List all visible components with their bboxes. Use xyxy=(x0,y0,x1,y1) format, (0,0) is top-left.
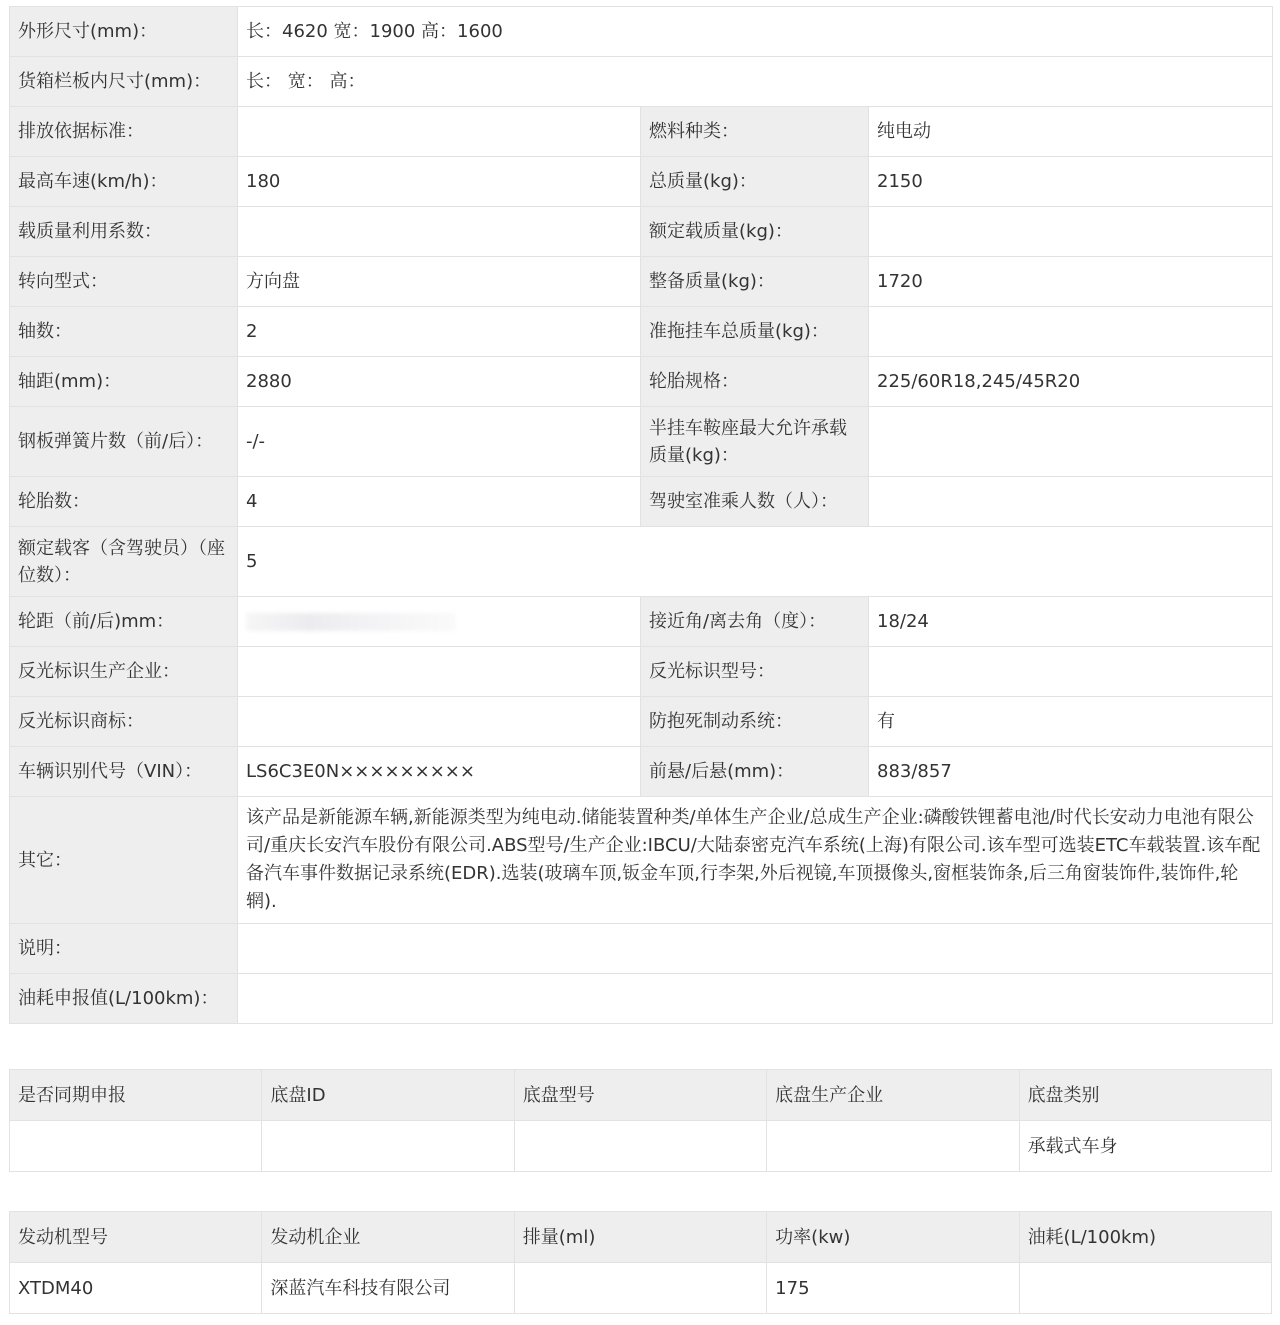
spec-row-emission xyxy=(10,107,1273,157)
other-label: 其它： xyxy=(10,797,238,924)
overhang-label: 前悬/后悬(mm)： xyxy=(641,747,869,797)
fuel-value: 纯电动 xyxy=(869,107,1273,157)
chassis-cell xyxy=(514,1121,766,1172)
engine-header-cell: 功率(kw) xyxy=(767,1212,1019,1263)
axles-label: 轴数： xyxy=(10,307,238,357)
note-label: 说明： xyxy=(10,924,238,974)
reflect-model-value xyxy=(869,647,1273,697)
chassis-cell xyxy=(262,1121,514,1172)
steering-label: 转向型式： xyxy=(10,257,238,307)
reflect-brand-label: 反光标识商标： xyxy=(10,697,238,747)
spec-row-dims xyxy=(10,7,1273,57)
reflect-brand-value xyxy=(238,697,641,747)
emission-label: 排放依据标准： xyxy=(10,107,238,157)
spec-row-reflect-maker xyxy=(10,647,1273,697)
tires-label: 轮胎数： xyxy=(10,477,238,527)
tire-spec-label: 轮胎规格： xyxy=(641,357,869,407)
spec-row-cargo xyxy=(10,57,1273,107)
spec-row-wheelbase xyxy=(10,357,1273,407)
spec-row-other xyxy=(10,797,1273,924)
total-mass-label: 总质量(kg)： xyxy=(641,157,869,207)
total-mass-value: 2150 xyxy=(869,157,1273,207)
track-value-redacted xyxy=(238,597,641,647)
load-coef-label: 载质量利用系数： xyxy=(10,207,238,257)
chassis-header-row xyxy=(10,1070,1272,1121)
wheelbase-value: 2880 xyxy=(238,357,641,407)
steering-value: 方向盘 xyxy=(238,257,641,307)
spec-row-fuel-cons xyxy=(10,974,1273,1024)
engine-data-row xyxy=(10,1263,1272,1314)
spec-row-speed xyxy=(10,157,1273,207)
spec-row-steering xyxy=(10,257,1273,307)
spec-row-axles xyxy=(10,307,1273,357)
reflect-model-label: 反光标识型号： xyxy=(641,647,869,697)
chassis-table xyxy=(9,1069,1272,1172)
spring-value: -/- xyxy=(238,407,641,477)
spec-row-vin xyxy=(10,747,1273,797)
spec-row-tires xyxy=(10,477,1273,527)
wheelbase-label: 轴距(mm)： xyxy=(10,357,238,407)
axles-value: 2 xyxy=(238,307,641,357)
rated-load-value xyxy=(869,207,1273,257)
angle-label: 接近角/离去角（度）： xyxy=(641,597,869,647)
fuel-cons-value xyxy=(238,974,1273,1024)
engine-cell: 深蓝汽车科技有限公司 xyxy=(262,1263,514,1314)
cab-seats-label: 驾驶室准乘人数（人）： xyxy=(641,477,869,527)
spec-row-load-coef xyxy=(10,207,1273,257)
abs-value: 有 xyxy=(869,697,1273,747)
curb-mass-label: 整备质量(kg)： xyxy=(641,257,869,307)
fuel-label: 燃料种类： xyxy=(641,107,869,157)
trailer-mass-label: 准拖挂车总质量(kg)： xyxy=(641,307,869,357)
engine-cell: XTDM40 xyxy=(10,1263,262,1314)
chassis-header-cell: 是否同期申报 xyxy=(10,1070,262,1121)
chassis-cell: 承载式车身 xyxy=(1019,1121,1271,1172)
spec-table xyxy=(9,6,1273,1024)
curb-mass-value: 1720 xyxy=(869,257,1273,307)
saddle-value xyxy=(869,407,1273,477)
engine-header-cell: 排量(ml) xyxy=(514,1212,766,1263)
chassis-header-cell: 底盘ID xyxy=(262,1070,514,1121)
engine-cell xyxy=(514,1263,766,1314)
dims-label: 外形尺寸(mm)： xyxy=(10,7,238,57)
chassis-header-cell: 底盘型号 xyxy=(514,1070,766,1121)
engine-header-cell: 发动机企业 xyxy=(262,1212,514,1263)
fuel-cons-label: 油耗申报值(L/100km)： xyxy=(10,974,238,1024)
chassis-cell xyxy=(10,1121,262,1172)
speed-value: 180 xyxy=(238,157,641,207)
engine-header-cell: 油耗(L/100km) xyxy=(1019,1212,1271,1263)
chassis-data-row xyxy=(10,1121,1272,1172)
chassis-cell xyxy=(767,1121,1019,1172)
cargo-value: 长： 宽： 高： xyxy=(238,57,1273,107)
speed-label: 最高车速(km/h)： xyxy=(10,157,238,207)
engine-cell xyxy=(1019,1263,1271,1314)
other-value: 该产品是新能源车辆,新能源类型为纯电动.储能装置种类/单体生产企业/总成生产企业:磷酸铁锂蓄电池/时代长安动力电池有限公司/重庆长安汽车股份有限公司.ABS型号/生产企业:IBCU/大陆泰密克汽车系统(上海)有限公司.该车型可选装ETC车载装置.该车配备汽车事件数据记录系统(EDR).选装(玻璃车顶,钣金车顶,行李架,外后视镜,车顶摄像头,窗框装饰条,后三角窗装饰件,装饰件,轮辋). xyxy=(238,797,1273,924)
engine-header-row xyxy=(10,1212,1272,1263)
passengers-label: 额定载客（含驾驶员）（座位数）： xyxy=(10,527,238,597)
cargo-label: 货箱栏板内尺寸(mm)： xyxy=(10,57,238,107)
chassis-header-cell: 底盘生产企业 xyxy=(767,1070,1019,1121)
abs-label: 防抱死制动系统： xyxy=(641,697,869,747)
chassis-header-cell: 底盘类别 xyxy=(1019,1070,1271,1121)
engine-cell: 175 xyxy=(767,1263,1019,1314)
emission-value xyxy=(238,107,641,157)
passengers-value: 5 xyxy=(238,527,1273,597)
cab-seats-value xyxy=(869,477,1273,527)
spring-label: 钢板弹簧片数（前/后）： xyxy=(10,407,238,477)
engine-table xyxy=(9,1211,1272,1314)
trailer-mass-value xyxy=(869,307,1273,357)
spec-row-spring xyxy=(10,407,1273,477)
track-label: 轮距（前/后)mm： xyxy=(10,597,238,647)
spec-row-note xyxy=(10,924,1273,974)
dims-value: 长：4620 宽：1900 高：1600 xyxy=(238,7,1273,57)
load-coef-value xyxy=(238,207,641,257)
angle-value: 18/24 xyxy=(869,597,1273,647)
engine-header-cell: 发动机型号 xyxy=(10,1212,262,1263)
reflect-maker-label: 反光标识生产企业： xyxy=(10,647,238,697)
tires-value: 4 xyxy=(238,477,641,527)
spec-row-track xyxy=(10,597,1273,647)
redaction-blur xyxy=(246,613,456,631)
rated-load-label: 额定载质量(kg)： xyxy=(641,207,869,257)
saddle-label: 半挂车鞍座最大允许承载质量(kg)： xyxy=(641,407,869,477)
vin-value: LS6C3E0N××××××××× xyxy=(238,747,641,797)
spec-row-reflect-brand xyxy=(10,697,1273,747)
reflect-maker-value xyxy=(238,647,641,697)
note-value xyxy=(238,924,1273,974)
tire-spec-value: 225/60R18,245/45R20 xyxy=(869,357,1273,407)
vin-label: 车辆识别代号（VIN）： xyxy=(10,747,238,797)
spec-row-passengers xyxy=(10,527,1273,597)
overhang-value: 883/857 xyxy=(869,747,1273,797)
